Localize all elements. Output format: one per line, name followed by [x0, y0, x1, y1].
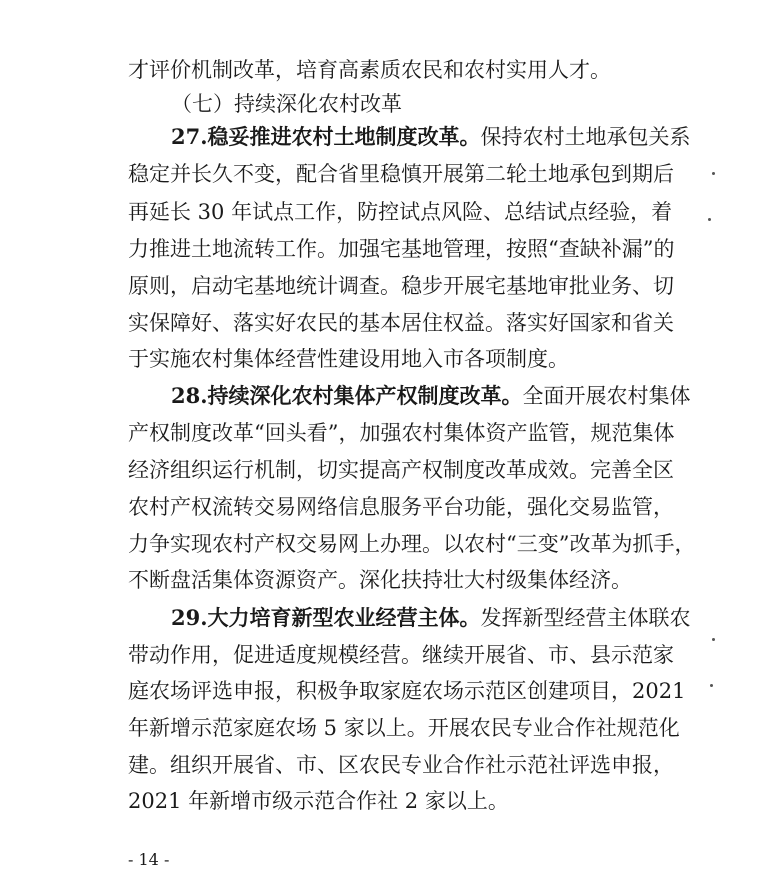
text-line: 产权制度改革“回头看”，加强农村集体资产监管，规范集体 [128, 421, 675, 445]
text-line: 带动作用，促进适度规模经营。继续开展省、市、县示范家 [128, 643, 674, 667]
text-line: 经济组织运行机制，切实提高产权制度改革成效。完善全区 [128, 458, 674, 482]
paragraph-first-line [171, 604, 691, 632]
item-text: 发挥新型经营主体联农 [480, 606, 691, 630]
text-line: 力争实现农村产权交易网上办理。以农村“三变”改革为抓手， [128, 532, 696, 556]
text-line: 实保障好、落实好农民的基本居住权益。落实好国家和省关 [128, 311, 674, 335]
section-heading: （七）持续深化农村改革 [171, 92, 402, 116]
text-line: 才评价机制改革，培育高素质农民和农村实用人才。 [128, 58, 611, 82]
item-title: 28.持续深化农村集体产权制度改革。 [171, 383, 523, 408]
scan-speck [710, 684, 713, 687]
item-text: 保持农村土地承包关系 [480, 125, 691, 149]
paragraph-first-line [171, 382, 691, 410]
item-title: 29.大力培育新型农业经营主体。 [171, 605, 481, 630]
text-line: 不断盘活集体资源资产。深化扶持壮大村级集体经济。 [128, 568, 632, 592]
text-line: 于实施农村集体经营性建设用地入市各项制度。 [128, 347, 569, 371]
item-title: 27.稳妥推进农村土地制度改革。 [171, 124, 481, 149]
text-line: 年新增示范家庭农场 5 家以上。开展农民专业合作社规范化 [128, 716, 680, 740]
text-line: 稳定并长久不变，配合省里稳慎开展第二轮土地承包到期后 [128, 162, 674, 186]
text-line: 庭农场评选申报，积极争取家庭农场示范区创建项目，2021 [128, 679, 686, 703]
text-line: 再延长 30 年试点工作，防控试点风险、总结试点经验，着 [128, 200, 673, 224]
text-line: 力推进土地流转工作。加强宅基地管理，按照“查缺补漏”的 [128, 237, 675, 261]
scan-speck [712, 172, 715, 175]
text-line: 原则，启动宅基地统计调查。稳步开展宅基地审批业务、切 [128, 274, 674, 298]
scan-speck [708, 218, 711, 221]
text-line: 2021 年新增市级示范合作社 2 家以上。 [128, 789, 509, 813]
item-text: 全面开展农村集体 [522, 384, 691, 408]
paragraph-first-line [171, 123, 691, 151]
scan-speck [712, 638, 715, 641]
text-line: 建。组织开展省、市、区农民专业合作社示范社评选申报， [128, 753, 674, 777]
text-line: 农村产权流转交易网络信息服务平台功能，强化交易监管， [128, 495, 674, 519]
page-number: - 14 - [128, 850, 170, 869]
